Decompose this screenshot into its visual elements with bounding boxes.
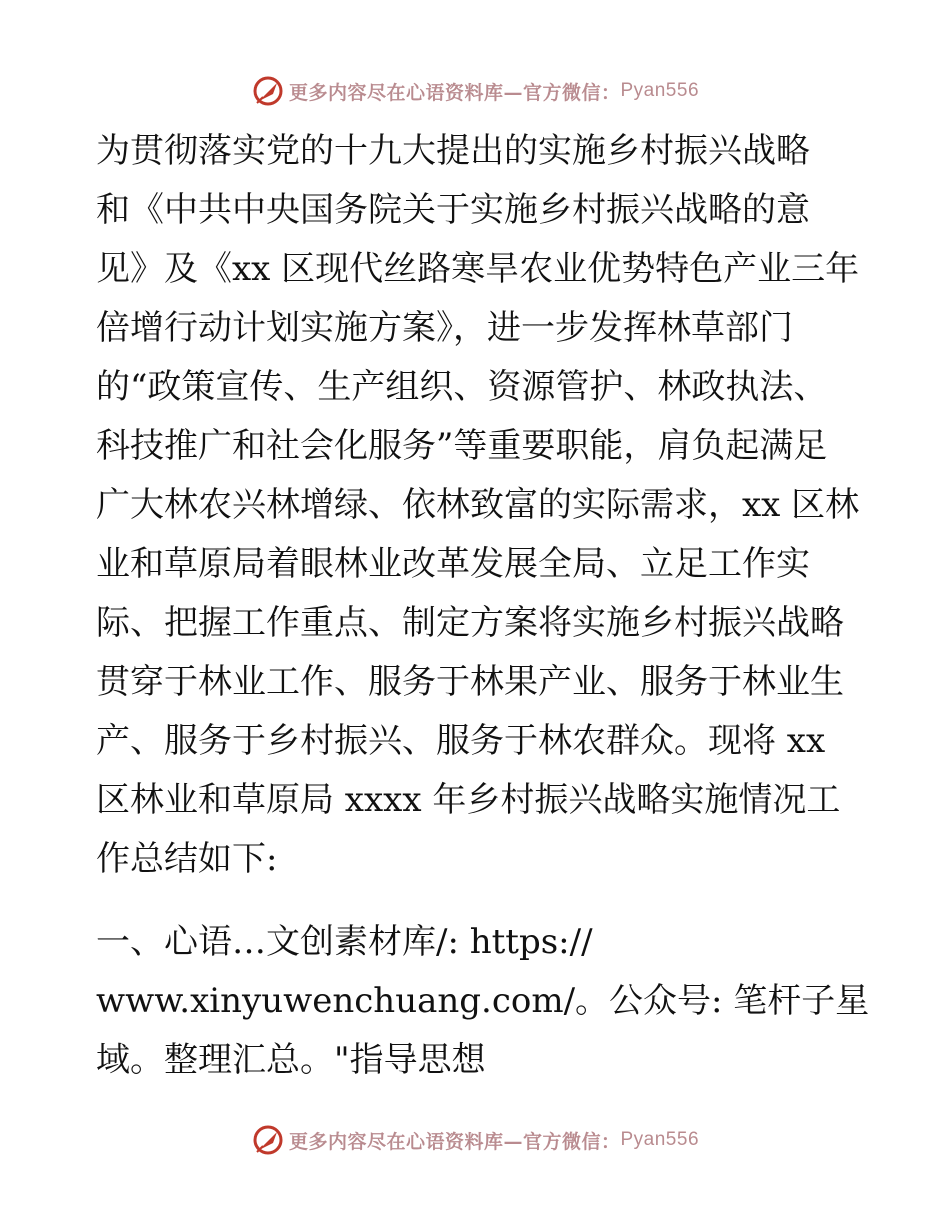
text-line: 广大林农兴林增绿、依林致富的实际需求，xx 区林 xyxy=(96,485,860,525)
text-line: 业和草原局着眼林业改革发展全局、立足工作实 xyxy=(96,544,810,584)
quill-logo-icon xyxy=(251,1123,285,1157)
text-line: 和《中共中央国务院关于实施乡村振兴战略的意 xyxy=(96,190,810,230)
header-watermark xyxy=(0,73,950,109)
watermark-text: 更多内容尽在心语资料库—官方微信： xyxy=(288,1130,621,1153)
text-line: 际、把握工作重点、制定方案将实施乡村振兴战略 xyxy=(96,603,844,643)
text-line: 域。整理汇总。"指导思想 xyxy=(96,1040,486,1080)
text-line: 的“政策宣传、生产组织、资源管护、林政执法、 xyxy=(96,367,828,407)
document-body xyxy=(96,122,870,1090)
text-line: 科技推广和社会化服务”等重要职能，肩负起满足 xyxy=(96,426,828,466)
quill-logo-icon xyxy=(251,74,285,108)
watermark-wechat-id: Pyan556 xyxy=(620,80,700,101)
text-line: 贯穿于林业工作、服务于林果产业、服务于林业生 xyxy=(96,662,844,702)
watermark-wechat-id: Pyan556 xyxy=(620,1129,700,1150)
footer-watermark xyxy=(0,1122,950,1158)
paragraph-intro xyxy=(96,122,866,889)
text-line: 作总结如下: xyxy=(96,839,278,879)
paragraph-section-one xyxy=(96,913,870,1090)
text-line: 为贯彻落实党的十九大提出的实施乡村振兴战略 xyxy=(96,131,810,171)
watermark-text: 更多内容尽在心语资料库—官方微信： xyxy=(288,81,621,104)
text-line: www.xinyuwenchuang.com/。公众号: 笔杆子星 xyxy=(96,981,870,1021)
text-line: 产、服务于乡村振兴、服务于林农群众。现将 xx xyxy=(96,721,826,761)
text-line: 倍增行动计划实施方案》，进一步发挥林草部门 xyxy=(96,308,793,348)
text-line: 一、心语…文创素材库/: https:// xyxy=(96,922,593,962)
paragraph-gap xyxy=(96,889,866,913)
text-line: 见》及《xx 区现代丝路寒旱农业优势特色产业三年 xyxy=(96,249,860,289)
text-line: 区林业和草原局 xxxx 年乡村振兴战略实施情况工 xyxy=(96,780,841,820)
